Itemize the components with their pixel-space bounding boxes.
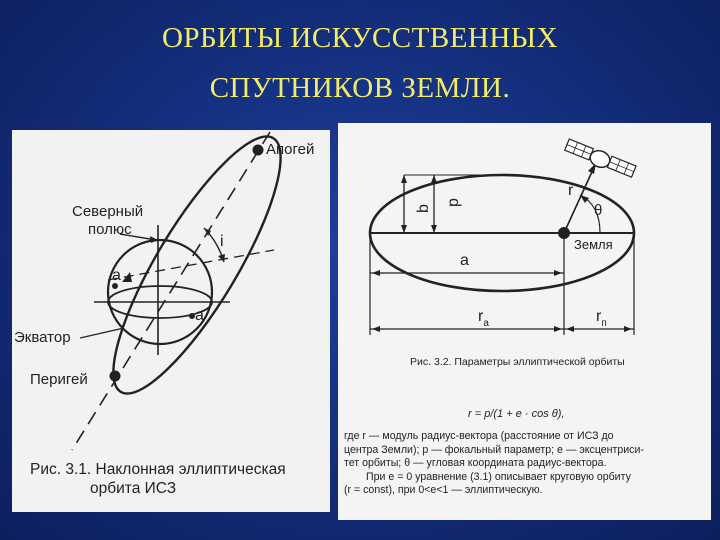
ellipse-parameters-diagram [338, 123, 711, 353]
r-label: r [568, 182, 574, 199]
theta-label: θ [594, 202, 603, 219]
apogee-label: Апогей [266, 141, 315, 158]
orbit-plane-line [108, 250, 274, 280]
north-pole-arrowhead [150, 236, 158, 243]
explanation-line1: где r — модуль радиус-вектора (расстояние от ИСЗ до [344, 430, 614, 442]
b-arrow-top [401, 175, 407, 183]
explanation-line3: тет орбиты; θ — угловая координата радиус-вектора. [344, 457, 607, 470]
node-label-a-upper: a [112, 267, 121, 284]
ra-label: $r_a$ [478, 308, 489, 329]
ra-arrow-left [372, 326, 380, 332]
inclined-orbit-figure [12, 130, 330, 512]
apogee-point [253, 145, 264, 156]
perigee-label: Перигей [30, 371, 88, 388]
left-figure-caption [30, 460, 286, 498]
explanation-line4: При e = 0 уравнение (3.1) описывает круговую орбиту [366, 470, 631, 483]
right-figure-caption: Рис. 3.2. Параметры эллиптической орбиты [410, 356, 625, 368]
north-pole-label-2: полюс [88, 221, 132, 238]
p-arrow-bottom [431, 225, 437, 233]
p-label: p [445, 198, 462, 207]
theta-arrow [580, 195, 589, 203]
explanation-line2: центра Земли); p — фокальный параметр; e — эксцентриси- [344, 443, 644, 456]
explanation-line5: (r = const), при 0<e<1 — эллиптическую. [344, 484, 543, 497]
rp-label: $r_п$ [596, 308, 607, 329]
perigee-point [110, 371, 121, 382]
satellite-icon [564, 138, 637, 180]
a-arrow-left [372, 270, 380, 276]
orbit-direction-arrow [122, 272, 132, 282]
equator-label: Экватор [14, 329, 71, 346]
left-caption-line1: Рис. 3.1. Наклонная эллиптическая [30, 461, 286, 478]
a-arrow-right [554, 270, 562, 276]
north-pole-label-1: Северный [72, 203, 144, 220]
p-arrow-top [431, 175, 437, 183]
node-label-a-lower: a [195, 307, 204, 324]
orbit-axis-line [72, 132, 270, 450]
explanation-text [344, 430, 704, 498]
inclined-orbit-diagram [12, 130, 330, 512]
rp-arrow-left [566, 326, 574, 332]
equator-pointer [80, 328, 124, 338]
a-label: a [460, 252, 469, 269]
inclination-label: i [220, 233, 224, 250]
left-caption-line2: орбита ИСЗ [90, 480, 177, 497]
ra-arrow-right [554, 326, 562, 332]
slide-title-line2: СПУТНИКОВ ЗЕМЛИ. [209, 72, 511, 104]
b-label: b [415, 204, 432, 213]
orbit-equation: r = p/(1 + e · cos θ), [468, 408, 565, 420]
inclination-arrow-2 [218, 254, 225, 262]
b-arrow-bottom [401, 225, 407, 233]
rp-arrow-right [624, 326, 632, 332]
earth-label: Земля [574, 237, 613, 252]
slide-title-line1: ОРБИТЫ ИСКУССТВЕННЫХ [161, 22, 559, 54]
